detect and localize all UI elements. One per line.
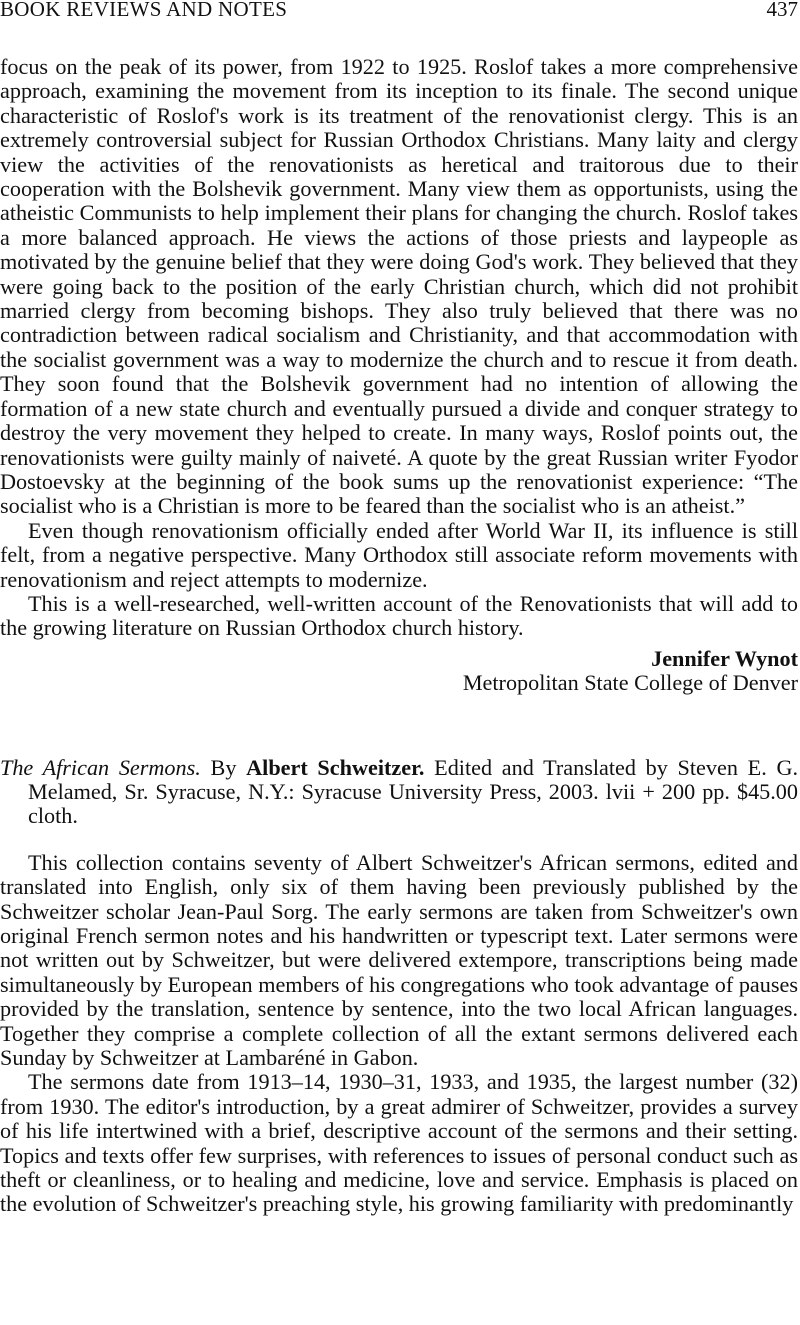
review1-paragraph-1: focus on the peak of its power, from 1922 to 1925. Roslof takes a more comprehensive approach, examining the movement from its inception to its finale. The second unique characteristic of Roslof's work is its treatment of the renovationist clergy. This is an extremely controversial subject for Russian Orthodox Christians. Many laity and clergy view the activities of the renovationists as heretical and traitorous due to their cooperation with the Bolshevik government. Many view them as opportunists, using the atheistic Communists to help implement their plans for changing the church. Roslof takes a more balanced approach. He views the actions of those priests and laypeople as motivated by the genuine belief that they were doing God's work. They believed that they were going back to the position of the early Christian church, which did not prohibit married clergy from becoming bishops. They also truly believed that there was no contradiction between radical socialism and Christianity, and that accommodation with the socialist government was a way to modernize the church and to rescue it from death. They soon found that the Bolshevik government had no intention of allowing the formation of a new state church and eventually pursued a divide and conquer strategy to destroy the very movement they helped to create. In many ways, Roslof points out, the renovationists were guilty mainly of naiveté. A quote by the great Russian writer Fyodor Dostoevsky at the beginning of the book sums up the renovationist experience: “The socialist who is a Christian is more to be feared than the socialist who is an atheist.” [0,54,798,519]
book-author: Albert Schweitzer. [246,754,425,780]
review1-paragraph-2: Even though renovationism officially ended after World War II, its influence is still felt, from a negative perspective. Many Orthodox still associate reform movements with renovationism and reject attempts to modernize. [0,517,798,592]
book-citation [0,756,798,829]
book-title: The African Sermons. [0,754,201,780]
section-title: BOOK REVIEWS AND NOTES [0,0,288,21]
review2-paragraph-2: The sermons date from 1913–14, 1930–31, 1933, and 1935, the largest number (32) from 1930. The editor's introduction, by a great admirer of Schweitzer, provides a survey of his life intertwined with a brief, descriptive account of the sermons and their setting. Topics and texts offer few surprises, with references to issues of personal conduct such as theft or cleanliness, or to healing and medicine, love and service. Emphasis is placed on the evolution of Schweitzer's preaching style, his growing familiarity with predominantly [0,1069,798,1217]
review1-paragraph-3: This is a well-researched, well-written account of the Renovationists that will add to the growing literature on Russian Orthodox church history. [0,590,798,641]
running-header [0,0,798,24]
reviewer-name: Jennifer Wynot [651,645,798,671]
review2-paragraph-1: This collection contains seventy of Albert Schweitzer's African sermons, edited and translated into English, only six of them having been previously published by the Schweitzer scholar Jean-Paul Sorg. The early sermons are taken from Schweitzer's own original French sermon notes and his handwritten or typescript text. Later sermons were not written out by Schweitzer, but were delivered extempore, transcriptions being made simultaneously by European members of his congregations who took advantage of pauses provided by the translation, sentence by sentence, into the two local African languages. Together they comprise a complete collection of all the extant sermons delivered each Sunday by Schweitzer at Lambaréné in Gabon. [0,849,798,1071]
page-body [0,55,798,1217]
review2 [0,851,798,1217]
citation-by: By [210,754,237,780]
reviewer-institution: Metropolitan State College of Denver [462,670,798,696]
citation-details: Edited and Translated by Steven E. G. Melamed, Sr. Syracuse, N.Y.: Syracuse University Press, 2003. lvii + 200 pp. $45.00 cloth. [28,754,799,829]
page-number: 437 [766,0,798,21]
